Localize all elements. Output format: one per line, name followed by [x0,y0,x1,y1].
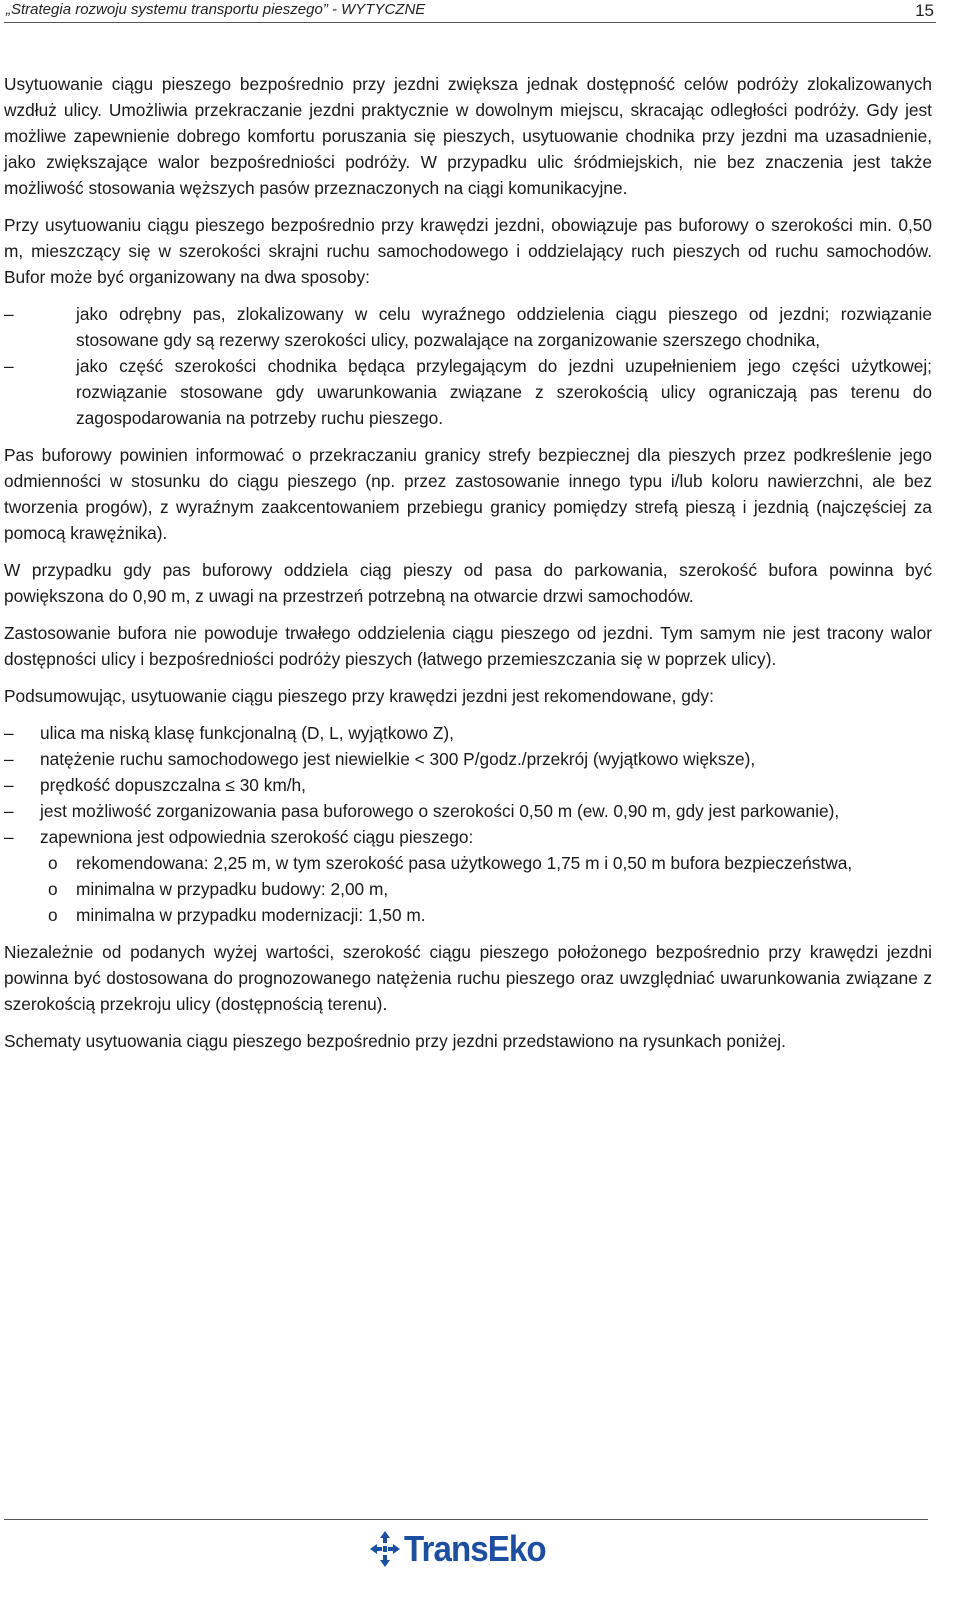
footer-divider [4,1519,928,1520]
paragraph-8: Schematy usytuowania ciągu pieszego bezpośrednio przy jezdni przedstawiono na rysunkach poniżej. [4,1031,786,1051]
paragraph-7: Niezależnie od podanych wyżej wartości, szerokość ciągu pieszego położonego bezpośrednio przy krawędzi jezdni powinna być dostosowana do prognozowanego natężenia ruchu pieszego oraz uwzględniać uwarunkowania związane z szerokością przekroju ulicy (dostępnością terenu). [4,942,932,1014]
paragraph-2: Przy usytuowaniu ciągu pieszego bezpośrednio przy krawędzi jezdni, obowiązuje pas buforowy o szerokości min. 0,50 m, mieszczący się w szerokości skrajni ruchu samochodowego i oddzielający ruch pieszych od ruchu samochodów. Bufor może być organizowany na dwa sposoby: [4,215,932,287]
dash-marker: – [4,356,14,376]
dash-marker: – [4,749,14,769]
paragraph-4: W przypadku gdy pas buforowy oddziela ciąg pieszy od pasa do parkowania, szerokość bufora powinna być powiększona do 0,90 m, z uwagi na przestrzeń potrzebną na otwarcie drzwi samochodów. [4,560,932,606]
list-item [4,353,932,431]
circle-marker: o [48,879,58,899]
page-header [4,0,936,23]
list-item [4,772,932,798]
sub-list-item [4,850,932,876]
dash-marker: – [4,801,14,821]
conditions-list [4,720,932,928]
sub-list-item [4,902,932,928]
document-body [4,71,932,1054]
sub-list-item-text: minimalna w przypadku budowy: 2,00 m, [76,879,389,899]
dash-marker: – [4,723,14,743]
list-item-text: jako część szerokości chodnika będąca przylegającym do jezdni uzupełnieniem jego części użytkowej; rozwiązanie stosowane gdy uwarunkowania związane z szerokością ulicy ograniczają pas terenu do zagospodarowania na potrzeby ruchu pieszego. [76,356,932,428]
transeko-logo [370,1528,558,1570]
list-item-text: natężenie ruchu samochodowego jest niewielkie < 300 P/godz./przekrój (wyjątkowo większe), [40,749,756,769]
document-title: „Strategia rozwoju systemu transportu pieszego” - WYTYCZNE [6,1,426,18]
list-item [4,301,932,353]
sub-list-item-text: rekomendowana: 2,25 m, w tym szerokość pasa użytkowego 1,75 m i 0,50 m bufora bezpieczeństwa, [76,853,853,873]
dash-marker: – [4,827,14,847]
list-item-text: prędkość dopuszczalna ≤ 30 km/h, [40,775,306,795]
list-item [4,798,932,824]
paragraph-6: Podsumowując, usytuowanie ciągu pieszego przy krawędzi jezdni jest rekomendowane, gdy: [4,686,714,706]
list-item [4,824,932,850]
dash-marker: – [4,775,14,795]
logo-text: TransEko [404,1528,546,1569]
list-item-text: zapewniona jest odpowiednia szerokość ciągu pieszego: [40,827,474,847]
paragraph-1: Usytuowanie ciągu pieszego bezpośrednio przy jezdni zwiększa jednak dostępność celów podróży zlokalizowanych wzdłuż ulicy. Umożliwia przekraczanie jezdni praktycznie w dowolnym miejscu, skracając odległości podróży. Gdy jest możliwe zapewnienie dobrego komfortu poruszania się pieszych, usytuowanie chodnika przy jezdni ma uzasadnienie, jako zwiększające walor bezpośredniości podróży. W przypadku ulic śródmiejskich, nie bez znaczenia jest także możliwość stosowania węższych pasów przeznaczonych na ciągi komunikacyjne. [4,74,932,198]
circle-marker: o [48,905,58,925]
sub-list-item [4,876,932,902]
list-item-text: ulica ma niską klasę funkcjonalną (D, L, wyjątkowo Z), [40,723,454,743]
buffer-options-list [4,301,932,431]
paragraph-5: Zastosowanie bufora nie powoduje trwałego oddzielenia ciągu pieszego od jezdni. Tym samym nie jest tracony walor dostępności ulicy i bezpośredniości podróży pieszych (łatwego przemieszczania się w poprzek ulicy). [4,623,932,669]
circle-marker: o [48,853,58,873]
list-item [4,746,932,772]
paragraph-3: Pas buforowy powinien informować o przekraczaniu granicy strefy bezpiecznej dla pieszych przez podkreślenie jego odmienności w stosunku do ciągu pieszego (np. przez zastosowanie innego typu i/lub koloru nawierzchni, ale bez tworzenia progów), z wyraźnym zaakcentowaniem przebiegu granicy pomiędzy strefą pieszą i jezdnią (najczęściej za pomocą krawężnika). [4,445,932,543]
list-item [4,720,932,746]
sub-list-item-text: minimalna w przypadku modernizacji: 1,50 m. [76,905,426,925]
list-item-text: jako odrębny pas, zlokalizowany w celu wyraźnego oddzielenia ciągu pieszego od jezdni; rozwiązanie stosowane gdy są rezerwy szerokości ulicy, pozwalające na zorganizowanie szerszego chodnika, [76,304,932,350]
page-number: 15 [915,1,934,20]
list-item-text: jest możliwość zorganizowania pasa buforowego o szerokości 0,50 m (ew. 0,90 m, gdy jest parkowanie), [40,801,840,821]
transeko-emblem-icon [370,1531,400,1567]
dash-marker: – [4,304,14,324]
